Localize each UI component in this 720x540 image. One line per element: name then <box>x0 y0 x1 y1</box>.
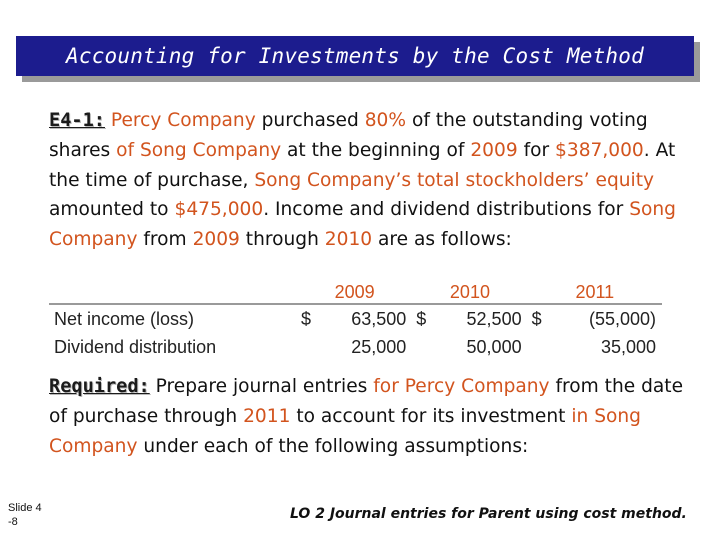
problem-text: through <box>239 229 325 251</box>
year-header: 2010 <box>412 281 527 304</box>
required-parent: for Percy Company <box>373 376 550 397</box>
problem-text: from <box>137 229 193 251</box>
required-text: under each of the following assumptions: <box>137 435 529 457</box>
table-row <box>49 304 662 333</box>
problem-price: $387,000 <box>555 139 644 161</box>
table-cell: 52,500 <box>466 308 522 329</box>
currency-symbol: $ <box>531 308 542 329</box>
required-subsidiary: in Song Company <box>49 405 641 457</box>
problem-text: purchased <box>255 110 365 131</box>
slide-number: Slide 4 -8 <box>8 502 42 528</box>
problem-percent: 80% <box>364 110 407 131</box>
problem-text: are as follows: <box>372 229 512 251</box>
required-statement <box>49 372 689 461</box>
required-label: Required: <box>49 376 150 397</box>
problem-text: amounted to <box>49 199 175 221</box>
table-cell: 35,000 <box>600 336 656 357</box>
problem-text: for <box>517 139 556 161</box>
problem-text: of the outstanding voting shares <box>49 110 648 161</box>
row-label: Net income (loss) <box>54 308 195 329</box>
currency-symbol: $ <box>300 308 311 329</box>
slide-title: Accounting for Investments by the Cost Method <box>66 44 644 68</box>
row-label: Dividend distribution <box>54 336 217 357</box>
table-row <box>49 333 662 361</box>
table-cell: 63,500 <box>351 308 407 329</box>
required-text: from the date of purchase through <box>49 376 684 427</box>
required-text: Prepare journal entries <box>149 376 374 397</box>
problem-statement <box>49 106 689 255</box>
problem-id: E4-1: <box>49 110 105 131</box>
year-header: 2011 <box>528 281 662 304</box>
currency-symbol: $ <box>416 308 427 329</box>
problem-year: 2009 <box>470 139 518 161</box>
year-header: 2009 <box>297 281 412 304</box>
problem-subsidiary: Song Company’s total <box>254 169 460 191</box>
currency-symbol <box>528 333 546 361</box>
table-header-row <box>49 281 662 304</box>
problem-equity-amount: $475,000 <box>174 199 264 221</box>
income-dividend-table <box>49 281 662 361</box>
title-bar <box>16 36 694 76</box>
required-text: to account for its investment <box>290 405 572 427</box>
currency-symbol <box>412 333 430 361</box>
table-cell: (55,000) <box>588 308 656 329</box>
problem-text: . At the time of purchase, <box>49 139 676 191</box>
required-year: 2011 <box>243 405 291 427</box>
problem-company: Percy Company <box>104 110 256 131</box>
footer-learning-objective: LO 2 Journal entries for Parent using cost method. <box>290 506 687 522</box>
problem-text: . Income and dividend distributions for <box>263 199 630 221</box>
problem-subsidiary: Song Company <box>49 199 676 251</box>
table-cell: 50,000 <box>466 336 522 357</box>
table-cell: 25,000 <box>351 336 407 357</box>
problem-equity-label: stockholders’ equity <box>459 169 654 191</box>
problem-year: 2010 <box>324 229 373 251</box>
problem-text: at the beginning of <box>281 139 471 161</box>
table-header-blank <box>49 281 297 304</box>
problem-subsidiary: of Song Company <box>116 139 282 161</box>
problem-year: 2009 <box>192 229 240 251</box>
currency-symbol <box>297 333 315 361</box>
